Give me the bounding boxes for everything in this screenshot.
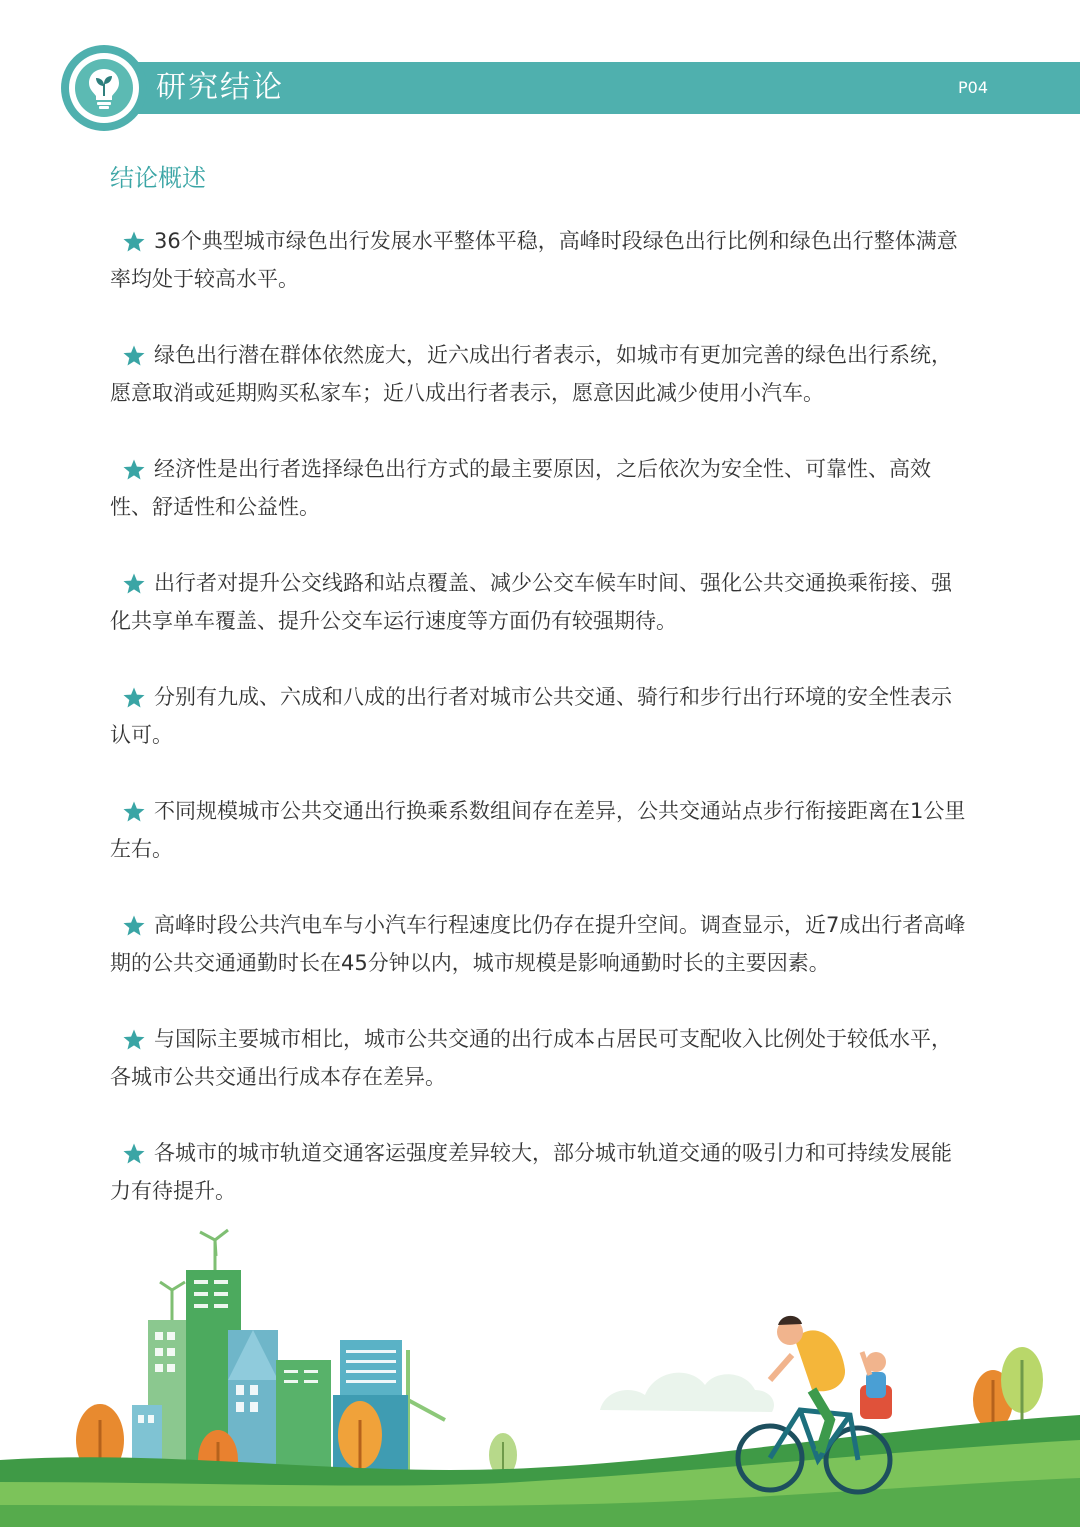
- conclusion-item: [110, 450, 972, 526]
- conclusion-item: [110, 1020, 972, 1096]
- conclusion-text: 出行者对提升公交线路和站点覆盖、减少公交车候车时间、强化公共交通换乘衔接、强化共享单车覆盖、提升公交车运行速度等方面仍有较强期待。: [110, 571, 952, 633]
- star-icon: [122, 572, 146, 596]
- star-icon: [122, 800, 146, 824]
- conclusion-item: [110, 222, 972, 298]
- conclusion-item: [110, 906, 972, 982]
- page-number: P04: [957, 78, 988, 97]
- green-city-illustration: [0, 1220, 1080, 1527]
- star-icon: [122, 1028, 146, 1052]
- header-logo: [61, 45, 147, 131]
- conclusion-item: [110, 1134, 972, 1210]
- conclusion-text: 绿色出行潜在群体依然庞大，近六成出行者表示，如城市有更加完善的绿色出行系统，愿意取消或延期购买私家车；近八成出行者表示，愿意因此减少使用小汽车。: [110, 343, 952, 405]
- star-icon: [122, 230, 146, 254]
- conclusion-text: 不同规模城市公共交通出行换乘系数组间存在差异，公共交通站点步行衔接距离在1公里左右。: [110, 799, 966, 861]
- star-icon: [122, 344, 146, 368]
- conclusion-item: [110, 678, 972, 754]
- star-icon: [122, 1142, 146, 1166]
- conclusion-text: 经济性是出行者选择绿色出行方式的最主要原因，之后依次为安全性、可靠性、高效性、舒适性和公益性。: [110, 457, 931, 519]
- star-icon: [122, 914, 146, 938]
- section-heading: 结论概述: [110, 164, 206, 192]
- conclusion-text: 分别有九成、六成和八成的出行者对城市公共交通、骑行和步行出行环境的安全性表示认可。: [110, 685, 952, 747]
- conclusion-item: [110, 336, 972, 412]
- lightbulb-sprout-icon: [84, 66, 124, 110]
- conclusion-item: [110, 792, 972, 868]
- cloud-shape: [600, 1373, 774, 1412]
- conclusion-text: 36个典型城市绿色出行发展水平整体平稳，高峰时段绿色出行比例和绿色出行整体满意率均处于较高水平。: [110, 229, 958, 291]
- page-title: 研究结论: [156, 70, 284, 105]
- conclusion-text: 与国际主要城市相比，城市公共交通的出行成本占居民可支配收入比例处于较低水平，各城市公共交通出行成本存在差异。: [110, 1027, 952, 1089]
- conclusion-text: 高峰时段公共汽电车与小汽车行程速度比仍存在提升空间。调查显示，近7成出行者高峰期的公共交通通勤时长在45分钟以内，城市规模是影响通勤时长的主要因素。: [110, 913, 966, 975]
- conclusion-item: [110, 564, 972, 640]
- star-icon: [122, 686, 146, 710]
- conclusion-text: 各城市的城市轨道交通客运强度差异较大，部分城市轨道交通的吸引力和可持续发展能力有待提升。: [110, 1141, 952, 1203]
- conclusions-list: [110, 222, 972, 1248]
- star-icon: [122, 458, 146, 482]
